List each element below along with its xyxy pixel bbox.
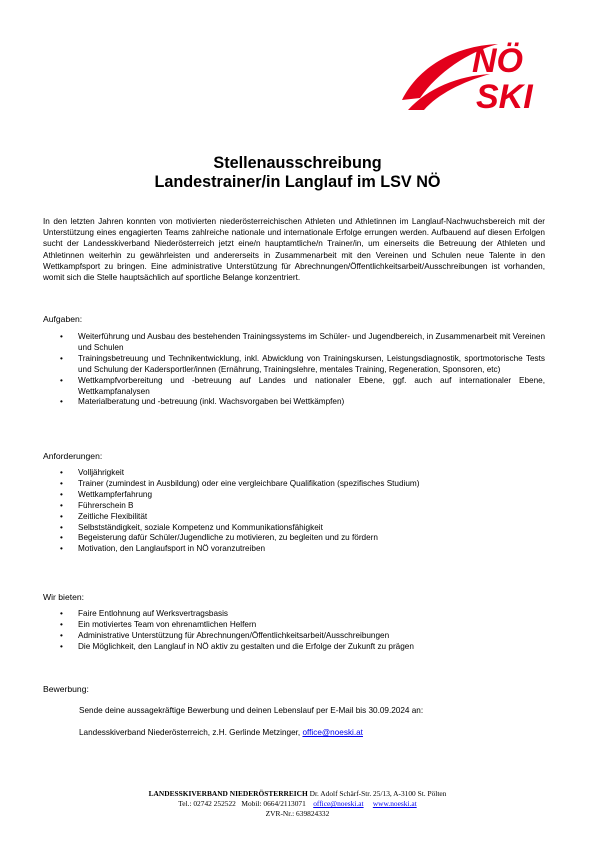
bieten-list xyxy=(60,609,545,653)
bullet-icon: • xyxy=(60,478,63,488)
list-item: • Faire Entlohnung auf Werksvertragsbasis xyxy=(60,609,229,618)
bullet-icon: • xyxy=(60,630,63,640)
footer-address: Dr. Adolf Schärf-Str. 25/13, A-3100 St. Pölten xyxy=(309,789,447,798)
list-item: • Trainingsbetreuung und Technikentwicklung, inkl. Abwicklung von Trainingskursen, Leistungsdiagnostik, sportmotorische Tests und Schulung der Kadersportler/innen (Ernährung, Trainingslehre, mentales Training, Regeneration, Sponsoren, etc) xyxy=(60,353,545,374)
bullet-icon: • xyxy=(60,468,63,477)
page-subtitle: Landestrainer/in Langlauf im LSV NÖ xyxy=(154,173,441,191)
list-item: • Selbstständigkeit, soziale Kompetenz und Kommunikationsfähigkeit xyxy=(60,522,323,532)
bewerbung-contact xyxy=(79,727,363,738)
aufgaben-list xyxy=(60,332,545,408)
list-item: • Materialberatung und -betreuung (inkl. Wachsvorgaben bei Wettkämpfen) xyxy=(60,397,345,407)
bewerbung-text: Sende deine aussagekräftige Bewerbung und deinen Lebenslauf per E-Mail bis 30.09.2024 an: xyxy=(79,706,424,715)
bullet-icon: • xyxy=(60,544,63,554)
list-item: • Administrative Unterstützung für Abrechnungen/Öffentlichkeitsarbeit/Ausschreibungen xyxy=(60,630,390,640)
list-item: • Begeisterung dafür Schüler/Jugendliche zu motivieren, zu begleiten und zu fördern xyxy=(60,533,378,543)
footer-phone: Tel.: 02742 252522 xyxy=(178,799,236,808)
logo-text-noe: NÖ xyxy=(472,42,523,80)
bieten-heading: Wir bieten: xyxy=(43,592,85,602)
anforderungen-heading: Anforderungen: xyxy=(43,451,103,461)
bullet-icon: • xyxy=(60,332,63,341)
bullet-icon: • xyxy=(60,641,63,651)
footer-email-link[interactable]: office@noeski.at xyxy=(313,799,364,808)
bewerbung-heading: Bewerbung: xyxy=(43,684,89,694)
list-item: • Weiterführung und Ausbau des bestehenden Trainingssystems im Schüler- und Jugendbereich, in Zusammenarbeit mit Vereinen und Schulen xyxy=(60,332,545,352)
list-item: • Wettkampfvorbereitung und -betreuung auf Landes und nationaler Ebene, ggf. auch auf internationaler Ebene, Wettkampfanalysen xyxy=(60,375,545,396)
bullet-icon: • xyxy=(60,489,63,499)
list-item: • Motivation, den Langlaufsport in NÖ voranzutreiben xyxy=(60,544,266,554)
bullet-icon: • xyxy=(60,500,63,510)
page-title: Stellenausschreibung xyxy=(213,154,382,172)
footer-web-link[interactable]: www.noeski.at xyxy=(372,799,417,808)
bullet-icon: • xyxy=(60,609,63,618)
footer-contact-line xyxy=(0,799,595,809)
logo-text-ski: SKI xyxy=(476,78,533,114)
list-item: • Ein motiviertes Team von ehrenamtlichen Helfern xyxy=(60,619,257,629)
bullet-icon: • xyxy=(60,522,63,532)
bullet-icon: • xyxy=(60,619,63,629)
footer-zvr: ZVR-Nr.: 639824332 xyxy=(265,809,330,818)
list-item: • Führerschein B xyxy=(60,500,134,510)
list-item: • Zeitliche Flexibilität xyxy=(60,511,148,521)
anforderungen-list xyxy=(60,468,545,555)
bullet-icon: • xyxy=(60,353,63,363)
list-item: • Die Möglichkeit, den Langlauf in NÖ aktiv zu gestalten und die Erfolge der Zukunft zu prägen xyxy=(60,641,414,651)
noeski-logo xyxy=(398,38,546,114)
footer-mobile: Mobil: 0664/2113071 xyxy=(241,799,306,808)
contact-name: Landesskiverband Niederösterreich, z.H. Gerlinde Metzinger, xyxy=(79,728,301,737)
bullet-icon: • xyxy=(60,533,63,543)
email-link[interactable]: office@noeski.at xyxy=(302,728,363,737)
bullet-icon: • xyxy=(60,511,63,521)
intro-paragraph: In den letzten Jahren konnten von motivierten niederösterreichischen Athleten und Athletinnen im Langlauf-Nachwuchsbereich mit der Unterstützung eines engagierten Teams zahlreiche nationale und internationale Erfolge errungen werden. Aufbauend auf diesen Erfolgen sucht der Landesskiverband Niederösterreich jetzt eine/n hauptamtliche/n Trainer/in, um einerseits die Betreuung der Athleten und Athletinnen weiterhin zu gewährleisten und andererseits in Zusammenarbeit mit den Vereinen und Schulen neue Talente in den Wettkampfsport zu bringen. Eine administrative Unterstützung für Abrechnungen/Öffentlichkeitsarbeit/Ausschreibungen ist vorhanden, womit sich die Stelle hauptsächlich auf sportliche Belange konzentriert. xyxy=(43,217,545,283)
list-item: • Trainer (zumindest in Ausbildung) oder eine vergleichbare Qualifikation (spezifisches Studium) xyxy=(60,478,420,488)
list-item: • Wettkampferfahrung xyxy=(60,489,153,499)
footer-address-line xyxy=(0,789,595,799)
bullet-icon: • xyxy=(60,375,63,385)
bullet-icon: • xyxy=(60,397,63,407)
footer-org: LANDESSKIVERBAND NIEDERÖSTERREICH xyxy=(148,789,308,798)
aufgaben-heading: Aufgaben: xyxy=(43,314,83,324)
list-item: • Volljährigkeit xyxy=(60,468,124,477)
